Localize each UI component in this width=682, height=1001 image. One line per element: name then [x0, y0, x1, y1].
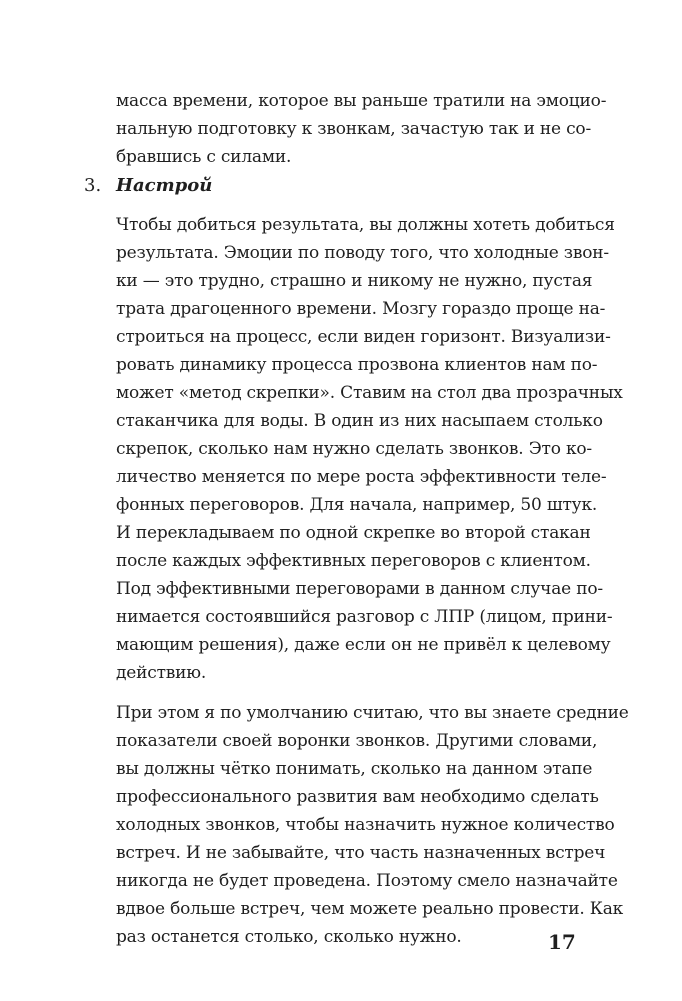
paragraph2-line: профессионального развития вам необходимо сделать	[116, 787, 599, 807]
paragraph1-line: может «метод скрепки». Ставим на стол два прозрачных	[116, 383, 623, 403]
paragraph2-line: встреч. И не забывайте, что часть назначенных встреч	[116, 843, 606, 863]
intro-line-3: бравшись с силами.	[116, 147, 292, 167]
paragraph2-line: вдвое больше встреч, чем можете реально провести. Как	[116, 899, 624, 919]
paragraph1-line: мающим решения), даже если он не привёл к целевому	[116, 635, 611, 655]
intro-line-2: нальную подготовку к звонкам, зачастую так и не со-	[116, 119, 592, 139]
page-number: 17	[548, 930, 576, 954]
paragraph1-line: нимается состоявшийся разговор с ЛПР (лицом, прини-	[116, 607, 613, 627]
paragraph1-line: личество меняется по мере роста эффективности теле-	[116, 467, 607, 487]
paragraph2-line: показатели своей воронки звонков. Другими словами,	[116, 731, 598, 751]
paragraph1-line: И перекладываем по одной скрепке во второй стакан	[116, 523, 591, 543]
paragraph1-line: Чтобы добиться результата, вы должны хотеть добиться	[116, 215, 615, 235]
intro-line-1: масса времени, которое вы раньше тратили на эмоцио-	[116, 91, 607, 111]
paragraph1-line: фонных переговоров. Для начала, например, 50 штук.	[116, 495, 598, 515]
paragraph1-line: Под эффективными переговорами в данном случае по-	[116, 579, 603, 599]
paragraph2-line: раз останется столько, сколько нужно.	[116, 927, 462, 947]
paragraph1-line: трата драгоценного времени. Мозгу гораздо проще на-	[116, 299, 606, 319]
paragraph1-line: стаканчика для воды. В один из них насыпаем столько	[116, 411, 603, 431]
section-title: Настрой	[116, 175, 213, 196]
paragraph2-line: вы должны чётко понимать, сколько на данном этапе	[116, 759, 593, 779]
paragraph1-line: ки — это трудно, страшно и никому не нужно, пустая	[116, 271, 593, 291]
paragraph1-line: строиться на процесс, если виден горизонт. Визуализи-	[116, 327, 611, 347]
paragraph2-line: При этом я по умолчанию считаю, что вы знаете средние	[116, 703, 629, 723]
paragraph1-line: действию.	[116, 663, 207, 683]
paragraph2-line: холодных звонков, чтобы назначить нужное количество	[116, 815, 615, 835]
paragraph2-line: никогда не будет проведена. Поэтому смело назначайте	[116, 871, 618, 891]
paragraph1-line: результата. Эмоции по поводу того, что холодные звон-	[116, 243, 609, 263]
paragraph1-line: скрепок, сколько нам нужно сделать звонков. Это ко-	[116, 439, 592, 459]
section-number: 3.	[84, 175, 102, 196]
paragraph1-line: ровать динамику процесса прозвона клиентов нам по-	[116, 355, 598, 375]
paragraph1-line: после каждых эффективных переговоров с клиентом.	[116, 551, 591, 571]
